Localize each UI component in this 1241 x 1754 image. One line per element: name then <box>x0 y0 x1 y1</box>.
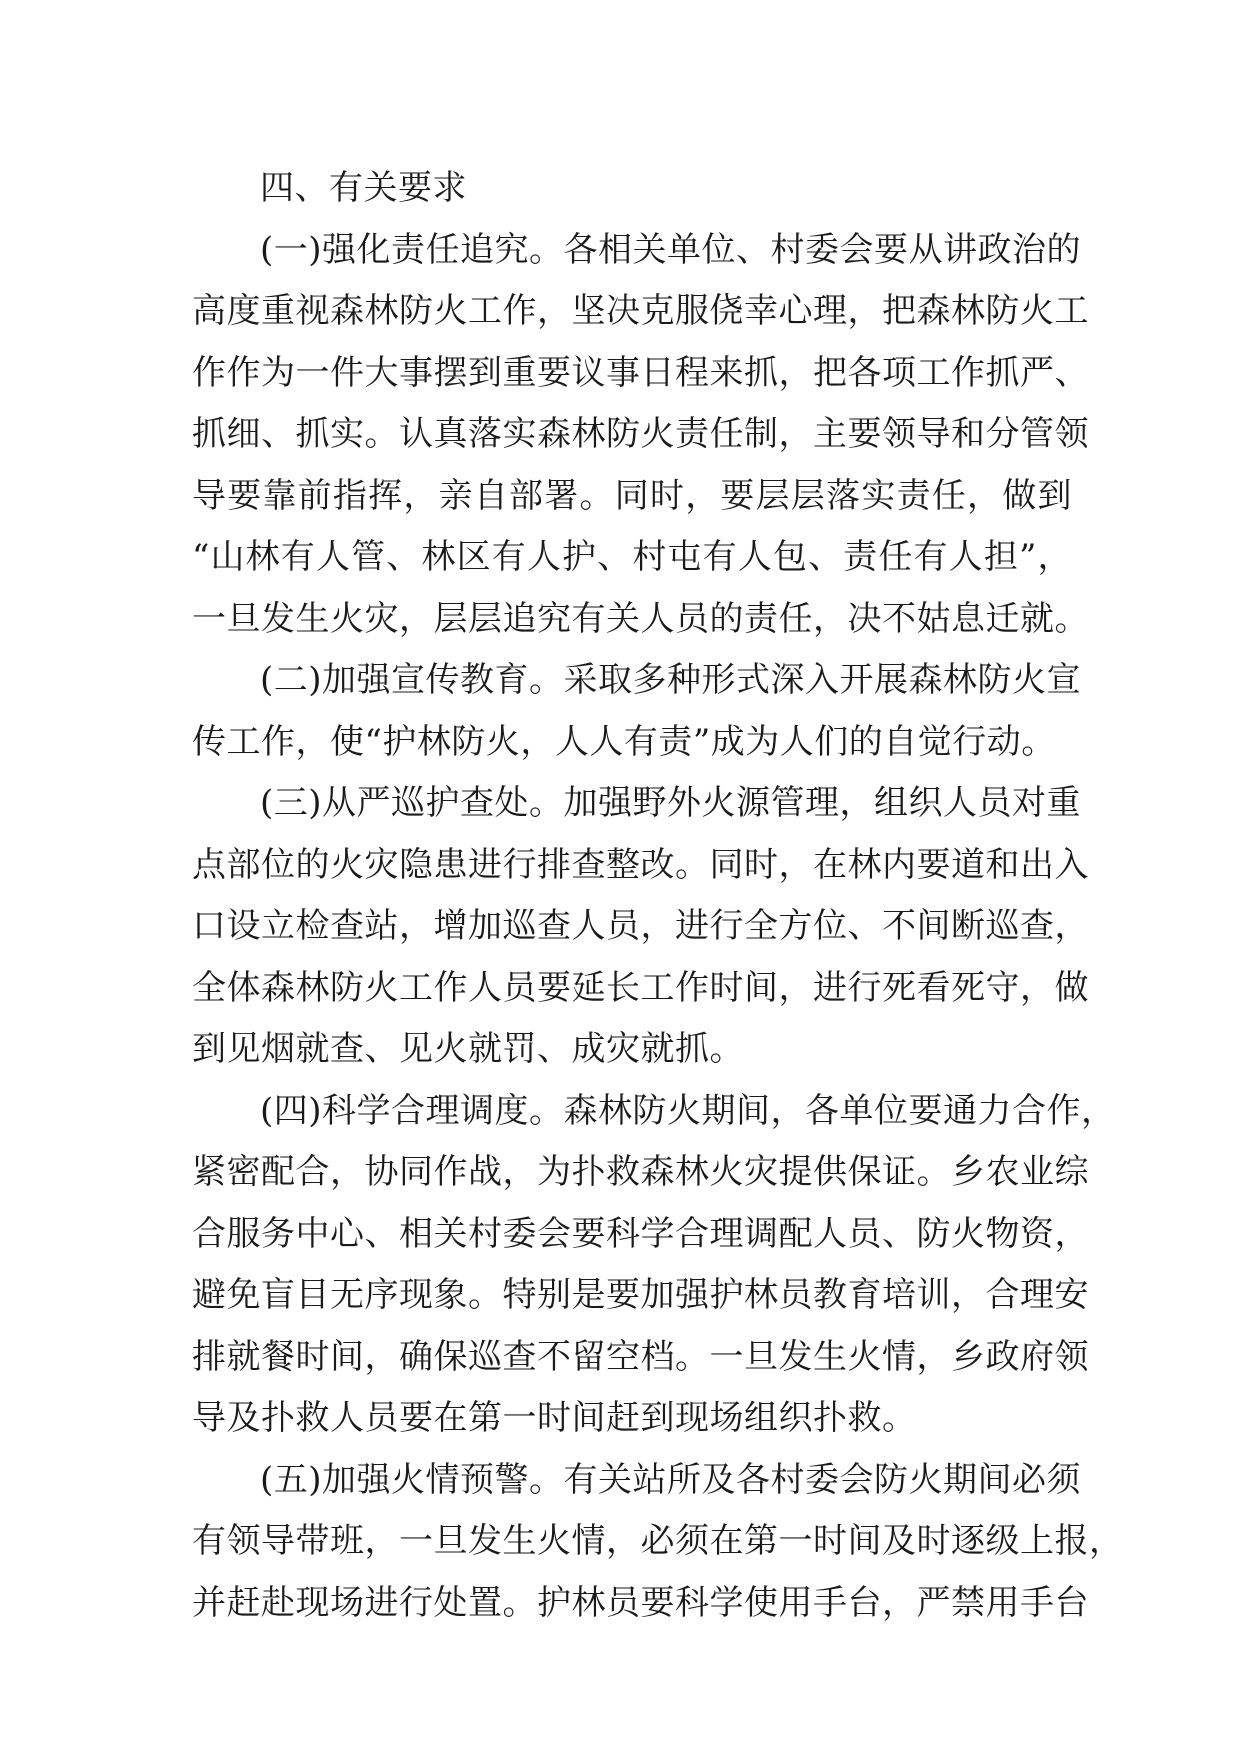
paragraph-line: 合服务中心、相关村委会要科学合理调配人员、防火物资， <box>192 1213 1089 1254</box>
paragraph-first-line: (三)从严巡护查处。加强野外火源管理，组织人员对重 <box>260 783 1082 823</box>
paragraph-line: 避免盲目无序现象。特别是要加强护林员教育培训，合理安 <box>192 1275 1089 1315</box>
paragraph-line: 导及扑救人员要在第一时间赶到现场组织扑救。 <box>192 1398 917 1438</box>
document-page <box>192 158 1124 1634</box>
paragraph-line: 到见烟就查、见火就罚、成灾就抓。 <box>192 1029 744 1069</box>
paragraph-line: 排就餐时间，确保巡查不留空档。一旦发生火情，乡政府领 <box>192 1336 1089 1377</box>
paragraph-line: 作作为一件大事摆到重要议事日程来抓，把各项工作抓严、 <box>192 352 1089 393</box>
paragraph-line: 导要靠前指挥，亲自部署。同时，要层层落实责任，做到 <box>192 475 1072 516</box>
paragraph-line: 全体森林防火工作人员要延长工作时间，进行死看死守，做 <box>192 967 1089 1008</box>
paragraph-line: 一旦发生火灾，层层追究有关人员的责任，决不姑息迁就。 <box>192 598 1089 639</box>
paragraph-line: 并赶赴现场进行处置。护林员要科学使用手台，严禁用手台 <box>192 1582 1089 1623</box>
paragraph-line: 口设立检查站，增加巡查人员，进行全方位、不间断巡查， <box>192 906 1089 946</box>
paragraph-line: 抓细、抓实。认真落实森林防火责任制，主要领导和分管领 <box>192 414 1089 454</box>
paragraph-first-line: (二)加强宣传教育。采取多种形式深入开展森林防火宣 <box>260 660 1082 700</box>
paragraph-line: 有领导带班，一旦发生火情，必须在第一时间及时逐级上报， <box>192 1521 1124 1561</box>
paragraph-first-line: (四)科学合理调度。森林防火期间，各单位要通力合作， <box>260 1090 1116 1131</box>
paragraph-first-line: (一)强化责任追究。各相关单位、村委会要从讲政治的 <box>260 229 1082 270</box>
paragraph-first-line: 四、有关要求 <box>260 168 467 208</box>
paragraph-line: 点部位的火灾隐患进行排查整改。同时，在林内要道和出入 <box>192 844 1089 885</box>
paragraph-line: 紧密配合，协同作战，为扑救森林火灾提供保证。乡农业综 <box>192 1152 1089 1192</box>
paragraph-line: 传工作，使“护林防火，人人有责”成为人们的自觉行动。 <box>192 721 1056 762</box>
paragraph-line: 高度重视森林防火工作，坚决克服侥幸心理，把森林防火工 <box>192 291 1089 331</box>
paragraph-line: “山林有人管、林区有人护、村屯有人包、责任有人担”， <box>192 537 1072 577</box>
paragraph-first-line: (五)加强火情预警。有关站所及各村委会防火期间必须 <box>260 1459 1082 1500</box>
